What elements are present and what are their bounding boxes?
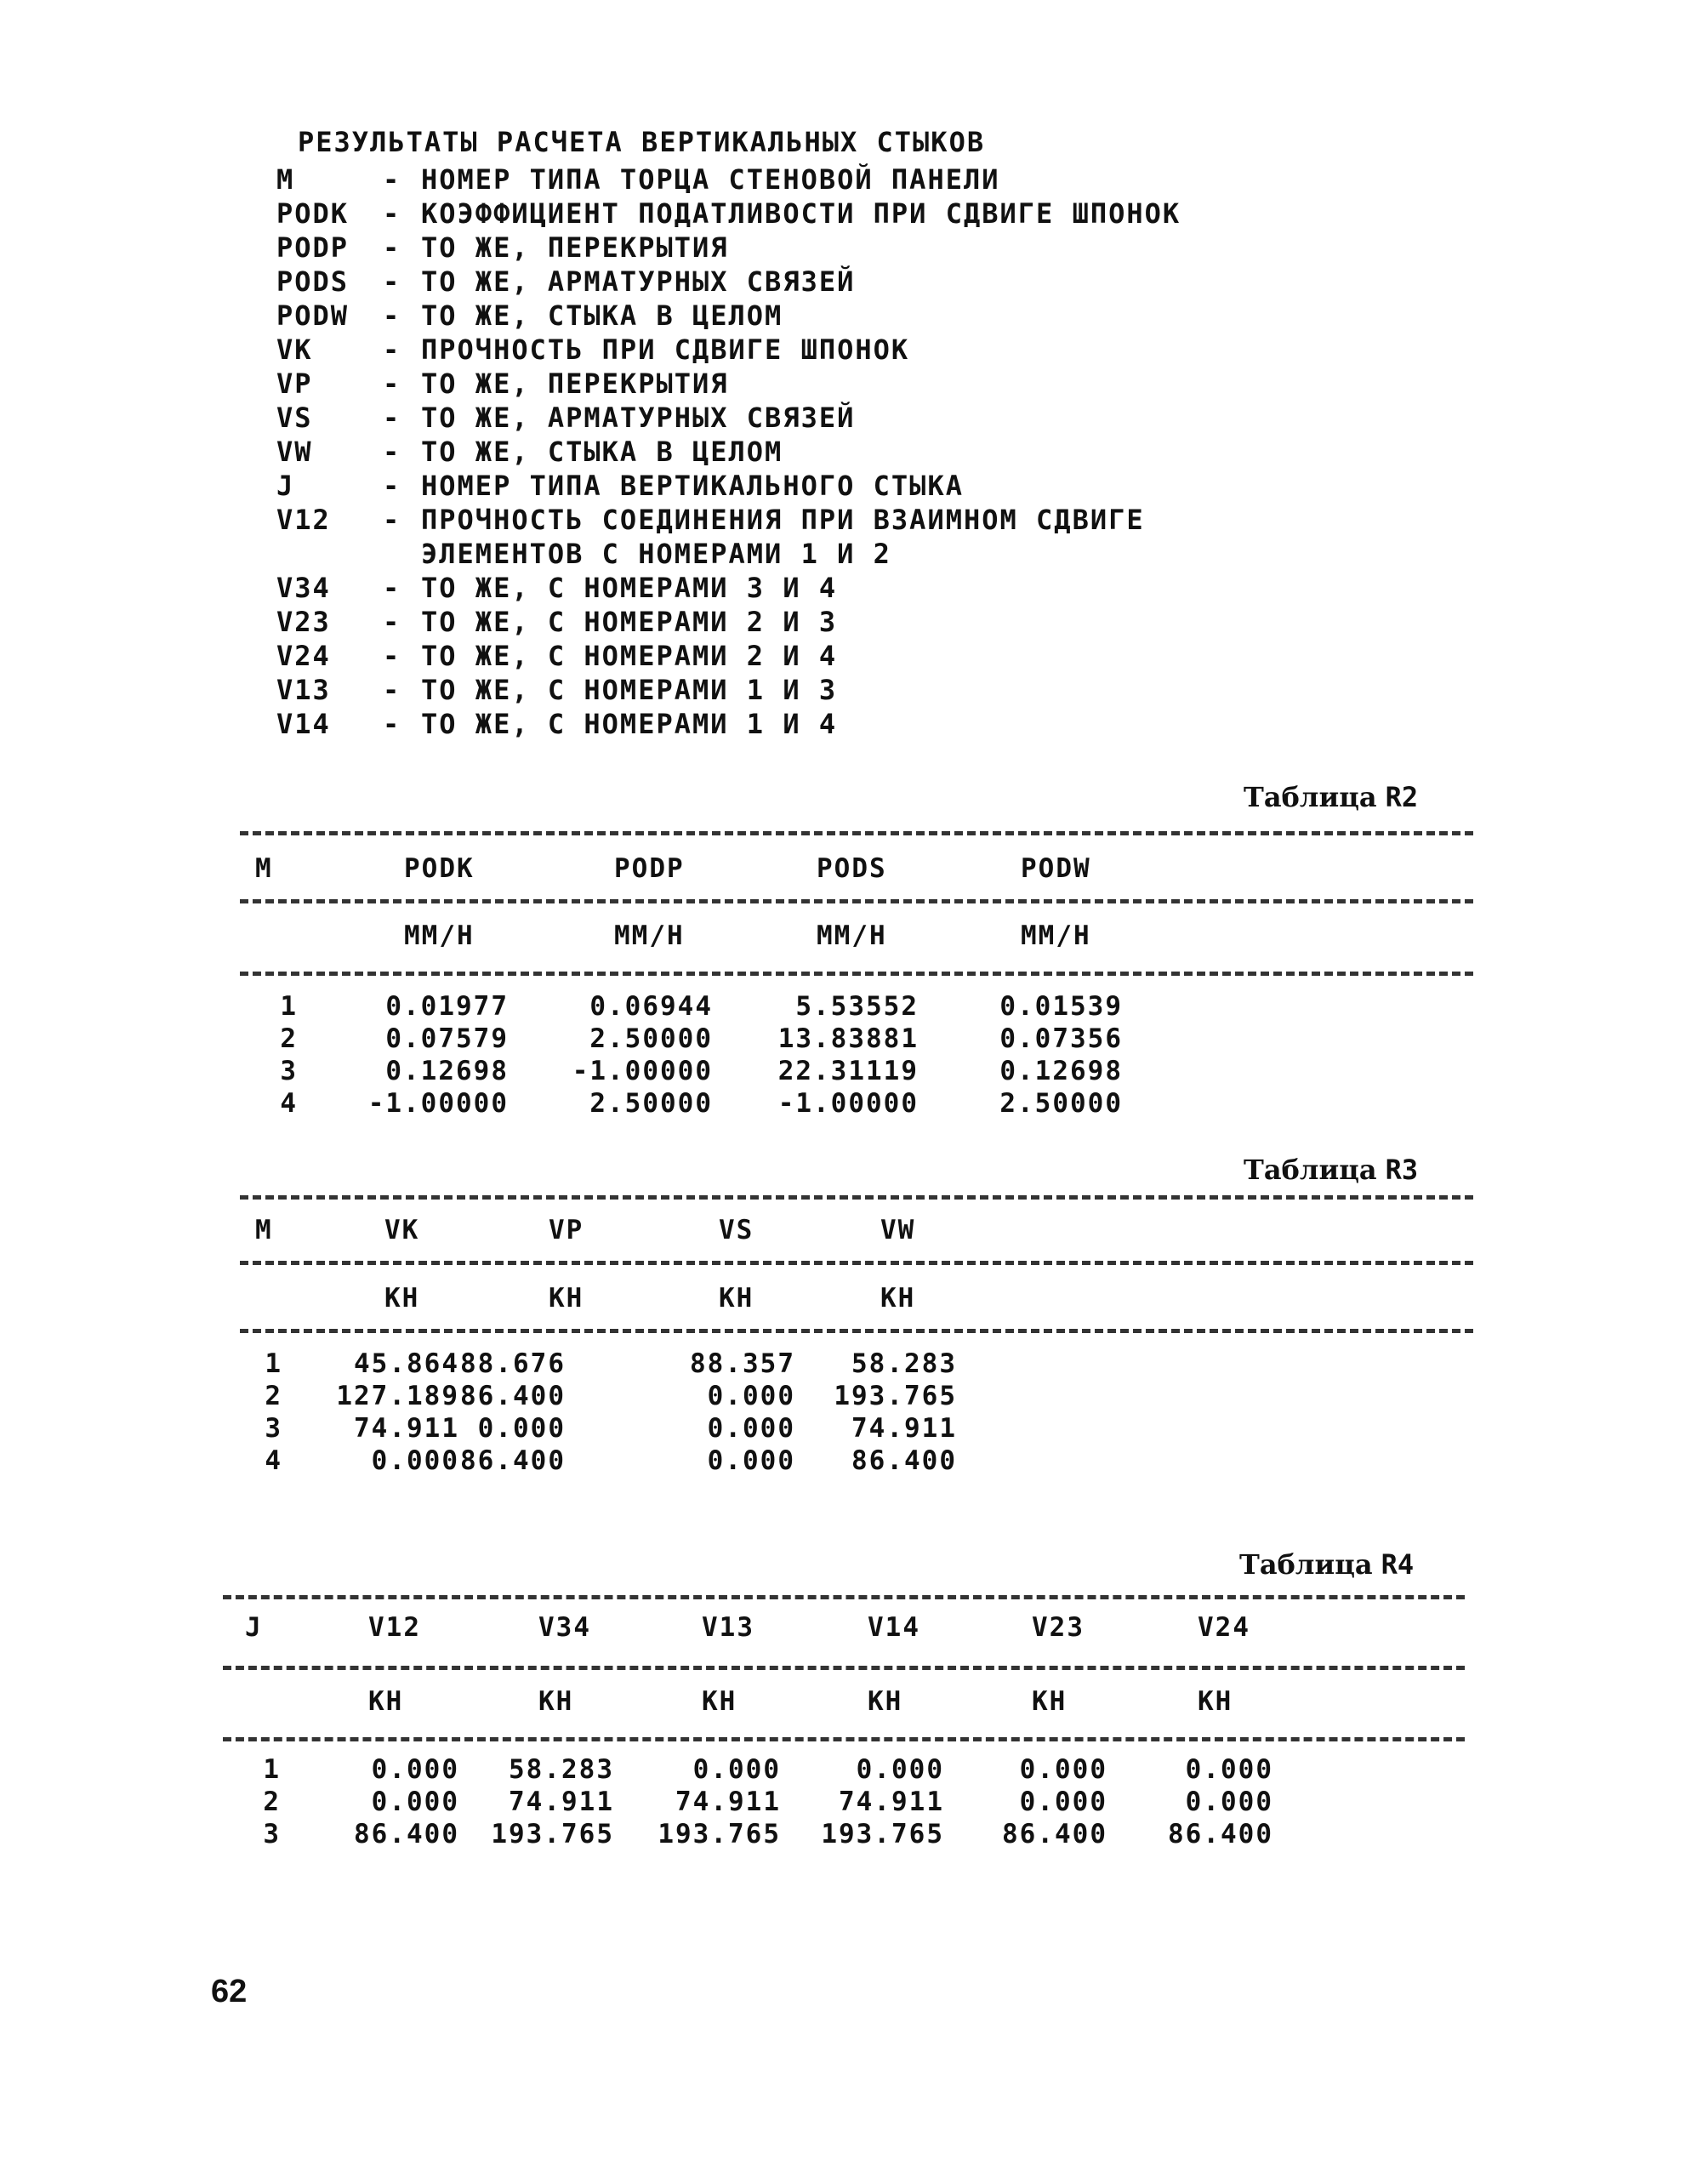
legend-description: НОМЕР ТИПА ВЕРТИКАЛЬНОГО СТЫКА	[421, 470, 964, 502]
table-cell: 0.000	[856, 1754, 944, 1785]
legend-key: J	[276, 470, 295, 502]
table-cell: 0.12698	[385, 1056, 509, 1086]
table-cell: 88.357	[690, 1348, 795, 1379]
legend-description: ТО ЖЕ, С НОМЕРАМИ 3 И 4	[421, 572, 838, 604]
table-cell: 88.676	[460, 1348, 566, 1379]
legend-description: НОМЕР ТИПА ТОРЦА СТЕНОВОЙ ПАНЕЛИ	[421, 163, 1000, 196]
column-header: M	[255, 1215, 273, 1245]
column-header: PODK	[404, 853, 475, 884]
legend-description: ТО ЖЕ, АРМАТУРНЫХ СВЯЗЕЙ	[421, 402, 856, 434]
table-cell: 1	[263, 1754, 281, 1785]
legend-description: ТО ЖЕ, АРМАТУРНЫХ СВЯЗЕЙ	[421, 265, 856, 298]
table-cell: -1.00000	[572, 1056, 713, 1086]
table-cell: 2.50000	[589, 1088, 713, 1119]
legend-dash: -	[383, 504, 401, 536]
column-header: VK	[384, 1215, 420, 1245]
legend-description: ТО ЖЕ, С НОМЕРАМИ 2 И 3	[421, 606, 838, 638]
legend-dash: -	[383, 436, 401, 468]
legend-dash: -	[383, 640, 401, 672]
legend-dash: -	[383, 708, 401, 740]
table-cell: 3	[280, 1056, 298, 1086]
legend-description: ТО ЖЕ, С НОМЕРАМИ 1 И 4	[421, 708, 838, 740]
legend-key: PODS	[276, 265, 350, 298]
table-r4-caption-number: R4	[1381, 1548, 1415, 1581]
table-r2-caption	[1244, 781, 1418, 813]
column-unit: ММ/Н	[817, 920, 887, 951]
column-header: J	[245, 1612, 263, 1643]
column-unit: ММ/Н	[1021, 920, 1091, 951]
table-r3-caption-number: R3	[1385, 1154, 1419, 1186]
column-unit: КН	[719, 1283, 754, 1314]
table-cell: 0.000	[692, 1754, 781, 1785]
table-cell: 127.189	[336, 1381, 459, 1411]
column-header: M	[255, 853, 273, 884]
table-cell: 0.000	[707, 1445, 795, 1476]
column-header: V24	[1198, 1612, 1250, 1643]
legend-key: VW	[276, 436, 313, 468]
legend-dash: -	[383, 572, 401, 604]
legend-key: VS	[276, 402, 313, 434]
table-cell: 74.911	[675, 1787, 781, 1817]
table-r2-caption-number: R2	[1385, 781, 1419, 813]
table-r3-top-rule	[240, 1195, 1473, 1200]
legend-key: M	[276, 163, 295, 196]
column-unit: КН	[868, 1686, 903, 1717]
legend-dash: -	[383, 265, 401, 298]
table-cell: 0.000	[477, 1413, 566, 1444]
table-cell: 0.12698	[999, 1056, 1123, 1086]
table-cell: 2.50000	[589, 1023, 713, 1054]
table-cell: 86.400	[460, 1445, 566, 1476]
table-cell: 58.283	[509, 1754, 614, 1785]
table-r4-units-rule	[223, 1737, 1465, 1741]
column-header: VS	[719, 1215, 754, 1245]
column-header: V12	[368, 1612, 421, 1643]
column-header: VW	[880, 1215, 916, 1245]
table-cell: 2	[265, 1381, 282, 1411]
table-cell: 0.06944	[589, 991, 713, 1022]
table-cell: 0.07579	[385, 1023, 509, 1054]
legend-key: V14	[276, 708, 331, 740]
table-cell: 74.911	[509, 1787, 614, 1817]
legend-description: ПРОЧНОСТЬ ПРИ СДВИГЕ ШПОНОК	[421, 333, 910, 366]
table-cell: 0.000	[1019, 1787, 1107, 1817]
table-cell: 74.911	[354, 1413, 459, 1444]
table-cell: 86.400	[460, 1381, 566, 1411]
table-r4-header-rule	[223, 1666, 1465, 1670]
legend-key: PODP	[276, 231, 350, 264]
legend-key: PODK	[276, 197, 350, 230]
legend-dash: -	[383, 402, 401, 434]
table-cell: 4	[280, 1088, 298, 1119]
table-cell: 2.50000	[999, 1088, 1123, 1119]
legend-dash: -	[383, 197, 401, 230]
table-cell: 3	[265, 1413, 282, 1444]
table-cell: 1	[280, 991, 298, 1022]
legend-key: PODW	[276, 299, 350, 332]
table-r4-caption-label: Таблица	[1239, 1548, 1373, 1581]
table-cell: 3	[263, 1819, 281, 1849]
column-header: PODS	[817, 853, 887, 884]
table-cell: 4	[265, 1445, 282, 1476]
table-cell: 2	[263, 1787, 281, 1817]
table-cell: 74.911	[839, 1787, 944, 1817]
table-cell: 1	[265, 1348, 282, 1379]
table-cell: 0.000	[1019, 1754, 1107, 1785]
table-cell: 86.400	[1002, 1819, 1107, 1849]
legend-key: V13	[276, 674, 331, 706]
table-r2-units-rule	[240, 972, 1473, 976]
table-cell: 86.400	[1168, 1819, 1273, 1849]
legend-dash: -	[383, 606, 401, 638]
legend-dash: -	[383, 299, 401, 332]
legend-dash: -	[383, 674, 401, 706]
column-unit: КН	[1198, 1686, 1233, 1717]
printout-title: РЕЗУЛЬТАТЫ РАСЧЕТА ВЕРТИКАЛЬНЫХ СТЫКОВ	[298, 126, 986, 158]
table-cell: 45.864	[354, 1348, 459, 1379]
column-unit: КН	[702, 1686, 737, 1717]
column-header: PODP	[614, 853, 685, 884]
table-r3-units-rule	[240, 1329, 1473, 1333]
column-unit: КН	[368, 1686, 404, 1717]
table-r3-caption-label: Таблица	[1244, 1154, 1377, 1186]
legend-dash: -	[383, 368, 401, 400]
table-cell: 0.000	[371, 1445, 459, 1476]
table-cell: 0.01977	[385, 991, 509, 1022]
page-number: 62	[211, 1974, 248, 2009]
legend-dash: -	[383, 470, 401, 502]
table-cell: 22.31119	[777, 1056, 919, 1086]
legend-key: V24	[276, 640, 331, 672]
legend-dash: -	[383, 333, 401, 366]
table-r4-top-rule	[223, 1595, 1465, 1599]
table-cell: 0.000	[1185, 1787, 1273, 1817]
table-cell: 193.765	[834, 1381, 957, 1411]
table-cell: -1.00000	[777, 1088, 919, 1119]
legend-description: ЭЛЕМЕНТОВ С НОМЕРАМИ 1 И 2	[421, 538, 891, 570]
column-header: PODW	[1021, 853, 1091, 884]
column-unit: ММ/Н	[614, 920, 685, 951]
table-cell: 86.400	[354, 1819, 459, 1849]
table-cell: -1.00000	[367, 1088, 509, 1119]
legend-description: ТО ЖЕ, ПЕРЕКРЫТИЯ	[421, 368, 729, 400]
table-cell: 193.765	[658, 1819, 781, 1849]
column-header: V14	[868, 1612, 920, 1643]
column-unit: КН	[384, 1283, 420, 1314]
column-unit: ММ/Н	[404, 920, 475, 951]
legend-description: ТО ЖЕ, ПЕРЕКРЫТИЯ	[421, 231, 729, 264]
table-cell: 0.000	[1185, 1754, 1273, 1785]
table-cell: 0.01539	[999, 991, 1123, 1022]
table-cell: 74.911	[851, 1413, 957, 1444]
table-r4-caption	[1239, 1548, 1414, 1581]
table-r2-header-rule	[240, 899, 1473, 903]
table-cell: 0.000	[707, 1413, 795, 1444]
legend-key: VK	[276, 333, 313, 366]
legend-description: ТО ЖЕ, СТЫКА В ЦЕЛОМ	[421, 299, 783, 332]
legend-description: ПРОЧНОСТЬ СОЕДИНЕНИЯ ПРИ ВЗАИМНОМ СДВИГЕ	[421, 504, 1145, 536]
table-cell: 58.283	[851, 1348, 957, 1379]
legend-key: VP	[276, 368, 313, 400]
column-unit: КН	[1032, 1686, 1068, 1717]
legend-description: ТО ЖЕ, СТЫКА В ЦЕЛОМ	[421, 436, 783, 468]
table-cell: 0.000	[707, 1381, 795, 1411]
legend-dash: -	[383, 163, 401, 196]
column-header: VP	[549, 1215, 584, 1245]
column-header: V34	[538, 1612, 591, 1643]
table-cell: 5.53552	[795, 991, 919, 1022]
table-cell: 193.765	[491, 1819, 614, 1849]
table-cell: 2	[280, 1023, 298, 1054]
table-cell: 13.83881	[777, 1023, 919, 1054]
table-r2-caption-label: Таблица	[1244, 781, 1377, 813]
column-unit: КН	[880, 1283, 916, 1314]
table-cell: 0.07356	[999, 1023, 1123, 1054]
column-unit: КН	[549, 1283, 584, 1314]
legend-description: КОЭФФИЦИЕНТ ПОДАТЛИВОСТИ ПРИ СДВИГЕ ШПОНОК	[421, 197, 1181, 230]
legend-dash: -	[383, 231, 401, 264]
legend-description: ТО ЖЕ, С НОМЕРАМИ 2 И 4	[421, 640, 838, 672]
table-r3-header-rule	[240, 1261, 1473, 1265]
legend-key: V12	[276, 504, 331, 536]
table-cell: 193.765	[821, 1819, 944, 1849]
legend-key: V23	[276, 606, 331, 638]
table-cell: 0.000	[371, 1754, 459, 1785]
legend-description: ТО ЖЕ, С НОМЕРАМИ 1 И 3	[421, 674, 838, 706]
table-r2-top-rule	[240, 831, 1473, 835]
column-unit: КН	[538, 1686, 574, 1717]
column-header: V23	[1032, 1612, 1085, 1643]
table-r3-caption	[1244, 1154, 1418, 1186]
table-cell: 0.000	[371, 1787, 459, 1817]
column-header: V13	[702, 1612, 754, 1643]
table-cell: 86.400	[851, 1445, 957, 1476]
legend-key: V34	[276, 572, 331, 604]
